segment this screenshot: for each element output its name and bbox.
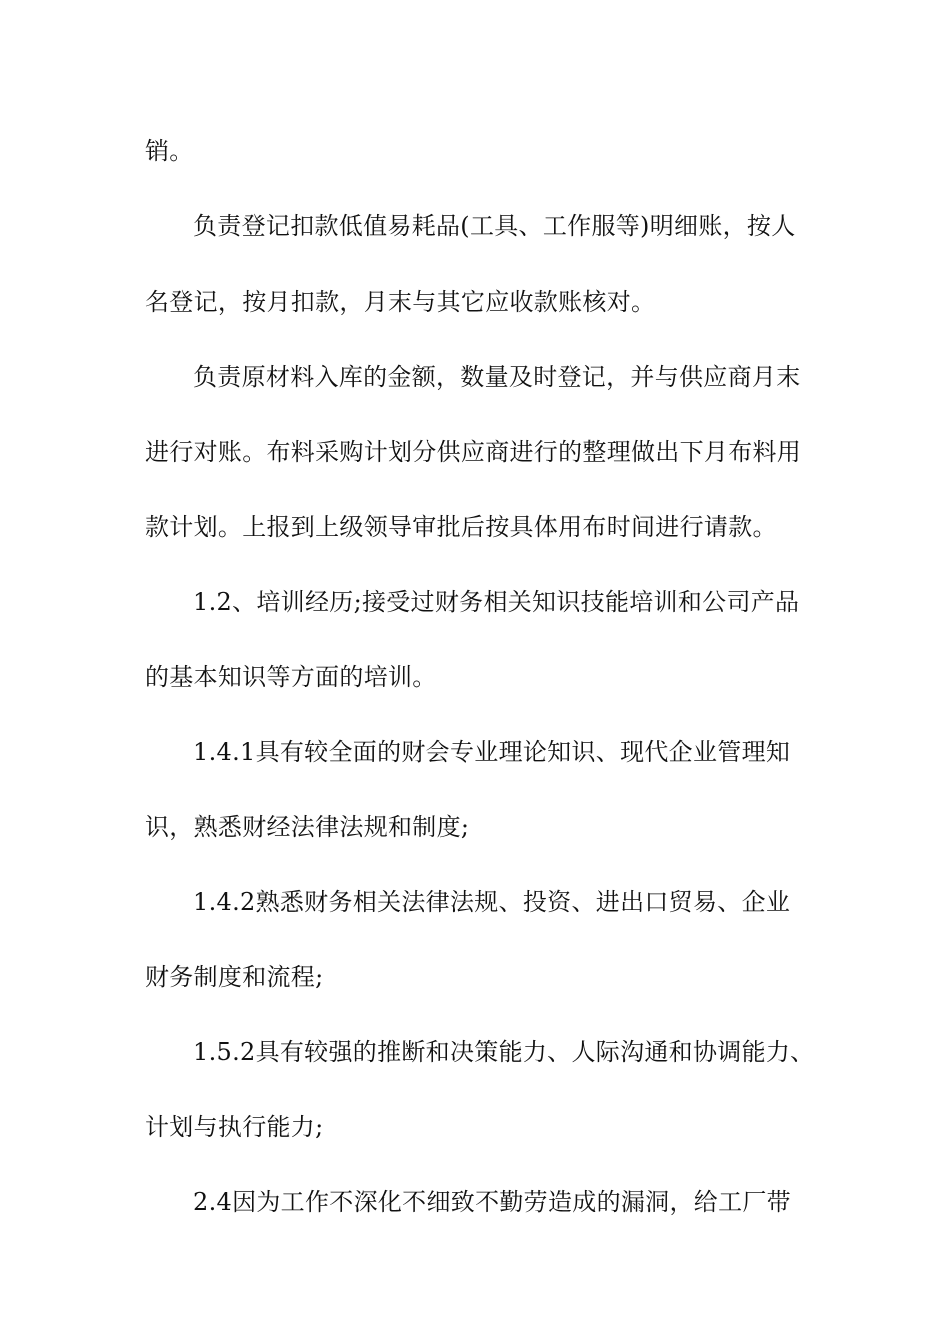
text-line: 款计划。上报到上级领导审批后按具体用布时间进行请款。 xyxy=(145,513,777,541)
paragraph-start: 负责原材料入库的金额，数量及时登记，并与供应商月末 xyxy=(193,363,801,391)
paragraph-start: 1.4.1具有较全面的财会专业理论知识、现代企业管理知 xyxy=(193,738,791,766)
text-line: 进行对账。布料采购计划分供应商进行的整理做出下月布料用 xyxy=(145,438,802,466)
paragraph-start: 1.5.2具有较强的推断和决策能力、人际沟通和协调能力、 xyxy=(193,1038,815,1066)
text-line: 名登记，按月扣款，月末与其它应收款账核对。 xyxy=(145,288,656,316)
paragraph-start: 1.2、培训经历;接受过财务相关知识技能培训和公司产品 xyxy=(193,588,800,616)
text-line: 识，熟悉财经法律法规和制度; xyxy=(145,813,470,841)
text-line: 计划与执行能力; xyxy=(145,1113,324,1141)
paragraph-start: 2.4因为工作不深化不细致不勤劳造成的漏洞，给工厂带 xyxy=(193,1188,791,1216)
text-line: 销。 xyxy=(145,137,194,165)
text-line: 财务制度和流程; xyxy=(145,963,324,991)
text-line: 的基本知识等方面的培训。 xyxy=(145,663,437,691)
paragraph-start: 1.4.2熟悉财务相关法律法规、投资、进出口贸易、企业 xyxy=(193,888,791,916)
paragraph-start: 负责登记扣款低值易耗品(工具、工作服等)明细账，按人 xyxy=(193,212,796,240)
